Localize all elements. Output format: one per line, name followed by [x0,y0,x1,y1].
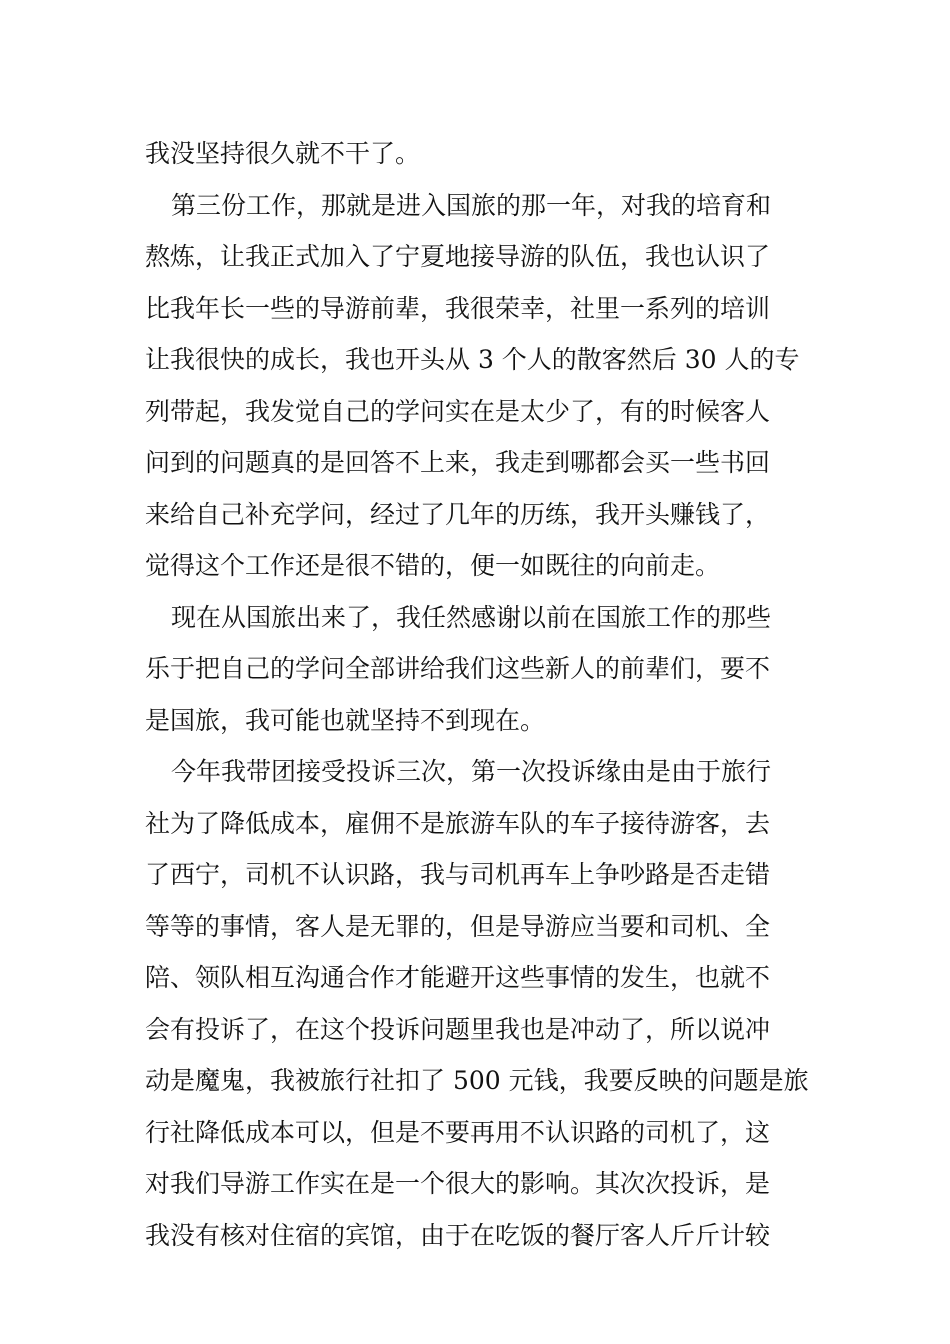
text-line: 了西宁，司机不认识路，我与司机再车上争吵路是否走错 [145,860,771,889]
text-line: 行社降低成本可以，但是不要再用不认识路的司机了，这 [145,1117,771,1147]
text-line: 乐于把自己的学问全部讲给我们这些新人的前辈们，要不 [145,654,771,683]
paragraph-first-line: 今年我带团接受投诉三次，第一次投诉缘由是由于旅行 [171,757,772,786]
text-line: 比我年长一些的导游前辈，我很荣幸，社里一系列的培训 [145,293,771,323]
text-line: 问到的问题真的是回答不上来，我走到哪都会买一些书回 [145,448,771,477]
text-line: 觉得这个工作还是很不错的，便一如既往的向前走。 [145,551,721,580]
text-line: 我没坚持很久就不干了。 [145,139,421,168]
text-line: 动是魔鬼，我被旅行社扣了 500 元钱，我要反映的问题是旅 [145,1066,809,1095]
text-line: 会有投诉了，在这个投诉问题里我也是冲动了，所以说冲 [145,1014,771,1044]
text-line: 等等的事情，客人是无罪的，但是导游应当要和司机、全 [145,911,771,941]
document-body [145,128,810,1261]
text-line: 对我们导游工作实在是一个很大的影响。其次次投诉，是 [145,1169,771,1198]
text-line: 社为了降低成本，雇佣不是旅游车队的车子接待游客，去 [145,808,771,838]
text-line: 让我很快的成长，我也开头从 3 个人的散客然后 30 人的专 [145,345,800,374]
paragraph-first-line: 第三份工作，那就是进入国旅的那一年，对我的培育和 [171,190,772,220]
text-line: 我没有核对住宿的宾馆，由于在吃饭的餐厅客人斤斤计较 [145,1220,771,1250]
text-line: 列带起，我发觉自己的学问实在是太少了，有的时候客人 [145,396,771,426]
paragraph-first-line: 现在从国旅出来了，我任然感谢以前在国旅工作的那些 [171,602,772,632]
text-line: 陪、领队相互沟通合作才能避开这些事情的发生，也就不 [145,963,771,992]
text-line: 是国旅，我可能也就坚持不到现在。 [145,705,546,735]
text-line: 来给自己补充学问，经过了几年的历练，我开头赚钱了， [145,499,771,529]
text-line: 熬炼，让我正式加入了宁夏地接导游的队伍，我也认识了 [145,242,771,271]
